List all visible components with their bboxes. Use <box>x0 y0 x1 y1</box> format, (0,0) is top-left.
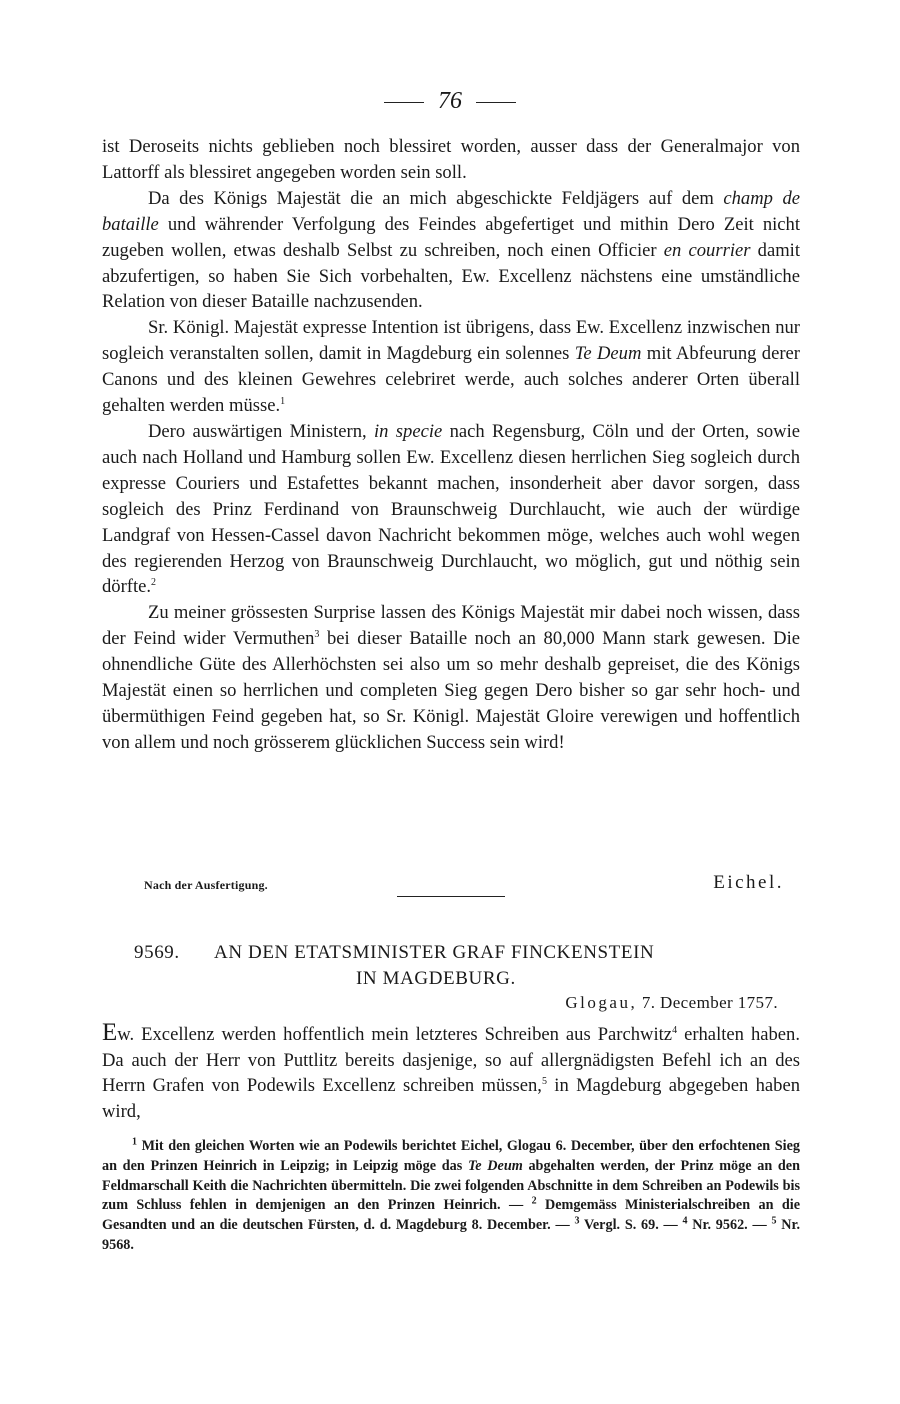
section-divider <box>397 896 505 897</box>
initial-letter: E <box>102 1019 118 1046</box>
heading-line-2: IN MAGDEBURG. <box>356 968 516 989</box>
paragraph-1: ist Deroseits nichts geblieben noch blessiret worden, ausser dass der Generalmajor von Lattorff als blessiret angegeben worden sein soll. <box>102 136 800 183</box>
footnote-text: $^1$ Mit den gleichen Worten wie an Podewils berichtet Eichel, Glogau 6. December, über den erfochtenen Sieg an den Prinzen Heinrich in Leipzig; in Leipzig möge das Te Deum abgehalten werden, der Prinz möge an den Feldmarschall Keith die Nachrichten übermitteln. Die zwei folgenden Abschnitte in dem Schreiben an Podewils bis zum Schluss fehlen in demjenigen an den Prinzen Heinrich. — $^2$ Demgemäss Ministerialschreiben an die Gesandten und an die deutschen Fürsten, d. d. Magdeburg 8. December. — $^3$ Vergl. S. 69. — $^4$ Nr. 9562. — $^5$ Nr. 9568. <box>102 1136 800 1253</box>
italic-phrase: Te Deum <box>574 343 642 365</box>
letter-paragraph: Ew. Excellenz werden hoffentlich mein letzteres Schreiben aus Parchwitz$^4$ erhalten haben. Da auch der Herr von Puttlitz bereits dasjenige, so auf allergnädigsten Befehl ich an des Herrn Grafen von Podewils Excellenz schreiben müssen,$^5$ in Magdeburg abgegeben haben wird, <box>102 1019 800 1122</box>
footnote-marker: 3 <box>314 629 320 641</box>
footnote-marker: 1 <box>280 395 286 407</box>
place: Glogau, <box>565 993 638 1012</box>
page-number: 76 <box>438 88 462 114</box>
italic-phrase: in specie <box>373 420 443 442</box>
paragraph-2: Da des Königs Majestät die an mich abgeschickte Feldjägers auf dem champ de bataille und währender Verfolgung des Feindes abgefertiget und mithin Dero Zeit nicht zugeben wollen, etwas deshalb Selbst zu schreiben, noch einen Officier en courrier damit abzufertigen, so haben Sie Sich vorbehalten, Ew. Excellenz nächstens eine umständliche Relation von dieser Bataille nachzusenden. <box>102 187 800 313</box>
header-rule-left <box>384 102 424 103</box>
signature: Eichel. <box>713 872 784 893</box>
letter-number: 9569. <box>134 942 180 963</box>
signature-row <box>144 874 784 898</box>
source-note: Nach der Ausfertigung. <box>144 878 268 892</box>
letter-text <box>102 1020 800 1124</box>
footnote-marker: 5 <box>541 1075 547 1087</box>
footnote-marker: 4 <box>672 1024 678 1036</box>
footnotes <box>102 1137 800 1256</box>
place-date <box>565 993 778 1013</box>
date: 7. December 1757. <box>637 993 778 1012</box>
header-rule-right <box>476 102 516 103</box>
footnote-marker: 2 <box>151 577 157 589</box>
paragraph-3: Sr. Königl. Majestät expresse Intention ist übrigens, dass Ew. Excellenz inzwischen nur sogleich veranstalten sollen, damit in Magdeburg ein solennes Te Deum mit Abfeurung derer Canons und des kleinen Gewehres celebriret werde, auch solches anderer Orten überall gehalten werden müsse.$^1$ <box>102 317 800 417</box>
page-header <box>0 86 900 116</box>
paragraph-4: Dero auswärtigen Ministern, in specie nach Regensburg, Cöln und der Orten, sowie auch nach Holland und Hamburg sollen Ew. Excellenz diesen herrlichen Sieg sogleich durch expresse Couriers und Estafettes bekannt machen, insonderheit aber davor sorgen, dass sogleich des Prinz Ferdinand von Braunschweig Durchlaucht, wie auch der würdige Landgraf von Hessen-Cassel davon Nachricht bekommen möge, welches auch wohl wegen des regierenden Herzog von Braunschweig Durchlaucht, wo möglich, gut und nöthig sein dörfte.$^2$ <box>102 420 800 598</box>
italic-phrase: champ de bataille <box>102 187 800 235</box>
main-text <box>102 134 800 756</box>
paragraph-5: Zu meiner grössesten Surprise lassen des Königs Majestät mir dabei noch wissen, dass der Feind wider Vermuthen$^3$ bei dieser Bataille noch an 80,000 Mann stark gewesen. Die ohnendliche Güte des Allerhöchsten sei also um so mehr deshalb gepreiset, die des Königs Majestät einen so herrlichen und completen Sieg gegen Dero bisher so gar sehr hoch- und übermüthigen Feind gegeben hat, so Sr. Königl. Majestät Gloire verewigen und hoffentlich von allem und noch grösserem glücklichen Success sein wird! <box>102 602 801 753</box>
heading-line-1: AN DEN ETATSMINISTER GRAF FINCKENSTEIN <box>214 942 655 963</box>
italic-phrase: en courrier <box>663 239 751 261</box>
